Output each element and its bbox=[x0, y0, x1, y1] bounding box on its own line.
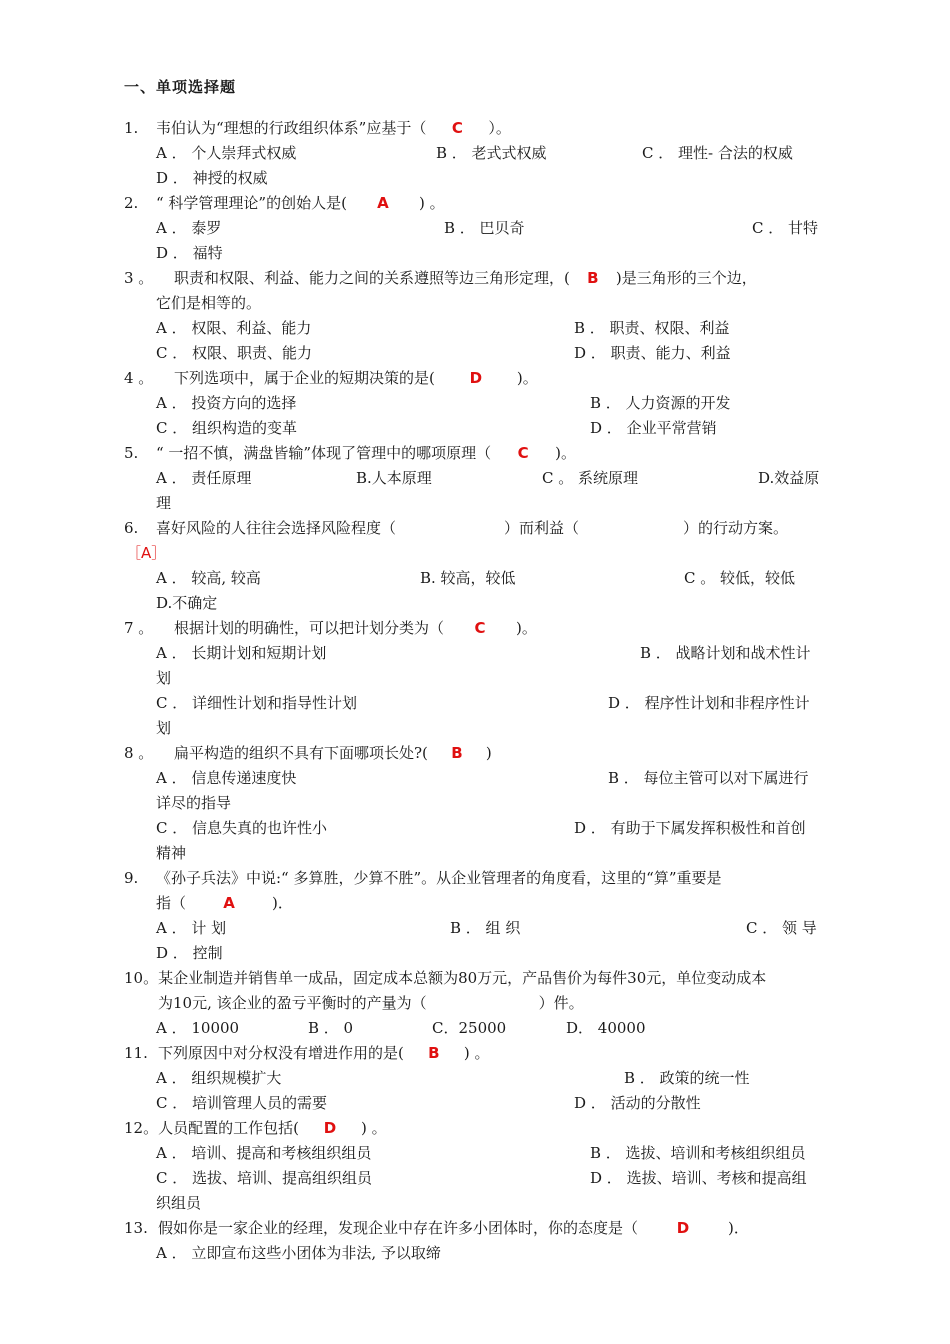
question-number: 8 。 bbox=[124, 744, 154, 762]
answer-bracket bbox=[126, 544, 166, 562]
option-b: B. 较高，较低 bbox=[420, 569, 516, 587]
option-c: C ． 选拔、培训、提高组织组员 bbox=[156, 1169, 373, 1187]
question-stem-end: ) 。 bbox=[463, 1044, 490, 1062]
option-c: C．25000 bbox=[432, 1019, 507, 1037]
question-stem: 《孙子兵法》中说:“ 多算胜，少算不胜”。从企业管理者的角度看，这里的“算”重要是 bbox=[156, 869, 722, 887]
section-title: 一、单项选择题 bbox=[124, 78, 237, 96]
question-4 bbox=[124, 366, 830, 441]
option-c: C ． 理性- 合法的权威 bbox=[642, 144, 793, 162]
question-stem: 人员配置的工作包括( bbox=[158, 1119, 299, 1137]
option-a: A ． 长期计划和短期计划 bbox=[156, 644, 327, 662]
question-9 bbox=[124, 866, 830, 966]
option-d: D ． 控制 bbox=[156, 944, 223, 962]
answer-mark: D bbox=[323, 1119, 337, 1137]
question-stem: 根据计划的明确性，可以把计划分类为（ bbox=[174, 619, 445, 637]
question-stem-end: ) bbox=[485, 744, 492, 762]
option-d-continued: 理 bbox=[156, 494, 172, 512]
question-number: 7 。 bbox=[124, 619, 154, 637]
question-number: 10。 bbox=[124, 969, 159, 987]
question-number: 9. bbox=[124, 869, 139, 887]
question-stem-end: ）。 bbox=[488, 119, 511, 137]
option-d: D ． 福特 bbox=[156, 244, 223, 262]
option-d: D ． 有助于下属发挥积极性和首创 bbox=[574, 819, 806, 837]
question-stem-continued: 为10元, 该企业的盈亏平衡时的产量为（ bbox=[158, 994, 427, 1012]
question-stem-end: )。 bbox=[516, 369, 538, 387]
option-b: B.人本原理 bbox=[356, 469, 432, 487]
question-stem: 下列原因中对分权没有增进作用的是( bbox=[158, 1044, 404, 1062]
option-b-continued: 划 bbox=[156, 669, 172, 687]
question-stem-end: )。 bbox=[555, 444, 576, 462]
option-b: B ． 组 织 bbox=[450, 919, 521, 937]
question-stem: “ 科学管理理论”的创始人是( bbox=[156, 194, 347, 212]
answer-mark: C bbox=[451, 119, 463, 137]
option-b: B ． 战略计划和战术性计 bbox=[640, 644, 811, 662]
question-number: 3 。 bbox=[124, 269, 154, 287]
question-2 bbox=[124, 191, 830, 266]
answer-mark: D bbox=[676, 1219, 690, 1237]
question-number: 5. bbox=[124, 444, 139, 462]
question-number: 13. bbox=[124, 1219, 148, 1237]
question-stem: “ 一招不慎，满盘皆输”体现了管理中的哪项原理（ bbox=[156, 444, 492, 462]
question-stem-end: )是三角形的三个边， bbox=[615, 269, 757, 287]
option-d: D.不确定 bbox=[156, 594, 218, 612]
question-stem-end: ) 。 bbox=[418, 194, 445, 212]
answer-mark: ［A］ bbox=[126, 544, 167, 562]
option-a: A ． 培训、提高和考核组织组员 bbox=[156, 1144, 372, 1162]
option-a: A ． 个人崇拜式权威 bbox=[156, 144, 297, 162]
question-stem-end: )。 bbox=[516, 619, 537, 637]
option-c: C ． 权限、职责、能力 bbox=[156, 344, 313, 362]
question-10 bbox=[124, 966, 830, 1041]
option-b: B ． 人力资源的开发 bbox=[590, 394, 731, 412]
question-stem-end: )． bbox=[272, 894, 293, 912]
option-a: A ． 10000 bbox=[156, 1019, 240, 1037]
option-b: B ． 职责、权限、利益 bbox=[574, 319, 730, 337]
question-7 bbox=[124, 616, 830, 741]
answer-mark: C bbox=[474, 619, 486, 637]
question-13 bbox=[124, 1216, 830, 1266]
option-a: A ． 信息传递速度快 bbox=[156, 769, 297, 787]
option-d: D． 40000 bbox=[566, 1019, 646, 1037]
question-6 bbox=[124, 516, 830, 616]
option-d: D ． 选拔、培训、考核和提高组 bbox=[590, 1169, 807, 1187]
option-d: D ． 程序性计划和非程序性计 bbox=[608, 694, 810, 712]
question-stem: 某企业制造并销售单一成品，固定成本总额为80万元，产品售价为每件30元，单位变动成本 bbox=[158, 969, 767, 987]
question-stem: 韦伯认为“理想的行政组织体系”应基于（ bbox=[156, 119, 427, 137]
option-a: A ． 投资方向的选择 bbox=[156, 394, 297, 412]
option-c: C 。 较低，较低 bbox=[684, 569, 796, 587]
question-number: 1. bbox=[124, 119, 139, 137]
option-b: B ． 巴贝奇 bbox=[444, 219, 525, 237]
question-8 bbox=[124, 741, 830, 866]
question-stem: 假如你是一家企业的经理，发现企业中存在许多小团体时，你的态度是（ bbox=[158, 1219, 639, 1237]
option-b: B ． 选拔、培训和考核组织组员 bbox=[590, 1144, 806, 1162]
question-stem-end: )． bbox=[728, 1219, 749, 1237]
option-b-continued: 详尽的指导 bbox=[156, 794, 232, 812]
option-c: C ． 领 导 bbox=[746, 919, 817, 937]
option-d: D ． 神授的权威 bbox=[156, 169, 268, 187]
question-11 bbox=[124, 1041, 830, 1116]
question-number: 2. bbox=[124, 194, 139, 212]
option-d: D ． 职责、能力、利益 bbox=[574, 344, 731, 362]
answer-mark: A bbox=[223, 894, 235, 912]
option-a: A ． 计 划 bbox=[156, 919, 227, 937]
option-c: C ． 信息失真的也许性小 bbox=[156, 819, 328, 837]
option-b: B ． 老式式权威 bbox=[436, 144, 547, 162]
option-a: A ． 责任原理 bbox=[156, 469, 252, 487]
option-d-continued: 精神 bbox=[156, 844, 187, 862]
question-5 bbox=[124, 441, 830, 516]
question-stem-end: ) 。 bbox=[360, 1119, 387, 1137]
option-c: C 。 系统原理 bbox=[542, 469, 639, 487]
answer-mark: D bbox=[469, 369, 483, 387]
answer-mark: C bbox=[517, 444, 529, 462]
option-b: B ． 0 bbox=[308, 1019, 354, 1037]
option-b: B ． 每位主管可以对下属进行 bbox=[608, 769, 809, 787]
option-a: A ． 较高, 较高 bbox=[156, 569, 261, 587]
option-d: D ． 企业平常营销 bbox=[590, 419, 717, 437]
question-3 bbox=[124, 266, 830, 366]
option-c: C ． 详细性计划和指导性计划 bbox=[156, 694, 358, 712]
question-stem-continued: 指（ bbox=[156, 894, 187, 912]
question-stem-continued: 它们是相等的。 bbox=[156, 294, 262, 312]
question-stem-end: ）的行动方案。 bbox=[683, 519, 789, 537]
question-number: 11. bbox=[124, 1044, 148, 1062]
option-d: D ． 活动的分散性 bbox=[574, 1094, 701, 1112]
option-c: C ． 甘特 bbox=[752, 219, 819, 237]
question-stem: 下列选项中，属于企业的短期决策的是( bbox=[174, 369, 435, 387]
question-1 bbox=[124, 116, 830, 191]
question-number: 12。 bbox=[124, 1119, 159, 1137]
option-a: A ． 立即宣布这些小团体为非法, 予以取缔 bbox=[156, 1244, 441, 1262]
option-c: C ． 组织构造的变革 bbox=[156, 419, 298, 437]
question-stem: 喜好风险的人往往会选择风险程度（ bbox=[156, 519, 397, 537]
option-d: D.效益原 bbox=[758, 469, 820, 487]
question-stem: 扁平构造的组织不具有下面哪项长处?( bbox=[174, 744, 428, 762]
question-number: 6. bbox=[124, 519, 139, 537]
option-a: A ． 组织规模扩大 bbox=[156, 1069, 282, 1087]
question-stem-end: ）件。 bbox=[538, 994, 584, 1012]
question-12 bbox=[124, 1116, 830, 1216]
option-a: A ． 权限、利益、能力 bbox=[156, 319, 312, 337]
answer-mark: B bbox=[451, 744, 463, 762]
answer-mark: A bbox=[377, 194, 389, 212]
option-b: B ． 政策的统一性 bbox=[624, 1069, 750, 1087]
answer-mark: B bbox=[587, 269, 599, 287]
answer-mark: B bbox=[428, 1044, 440, 1062]
question-number: 4 。 bbox=[124, 369, 154, 387]
question-stem: 职责和权限、利益、能力之间的关系遵照等边三角形定理，( bbox=[174, 269, 570, 287]
option-d-continued: 划 bbox=[156, 719, 172, 737]
option-c: C ． 培训管理人员的需要 bbox=[156, 1094, 328, 1112]
option-a: A ． 泰罗 bbox=[156, 219, 222, 237]
option-d-continued: 织组员 bbox=[156, 1194, 202, 1212]
question-stem-mid: ）而利益（ bbox=[504, 519, 580, 537]
